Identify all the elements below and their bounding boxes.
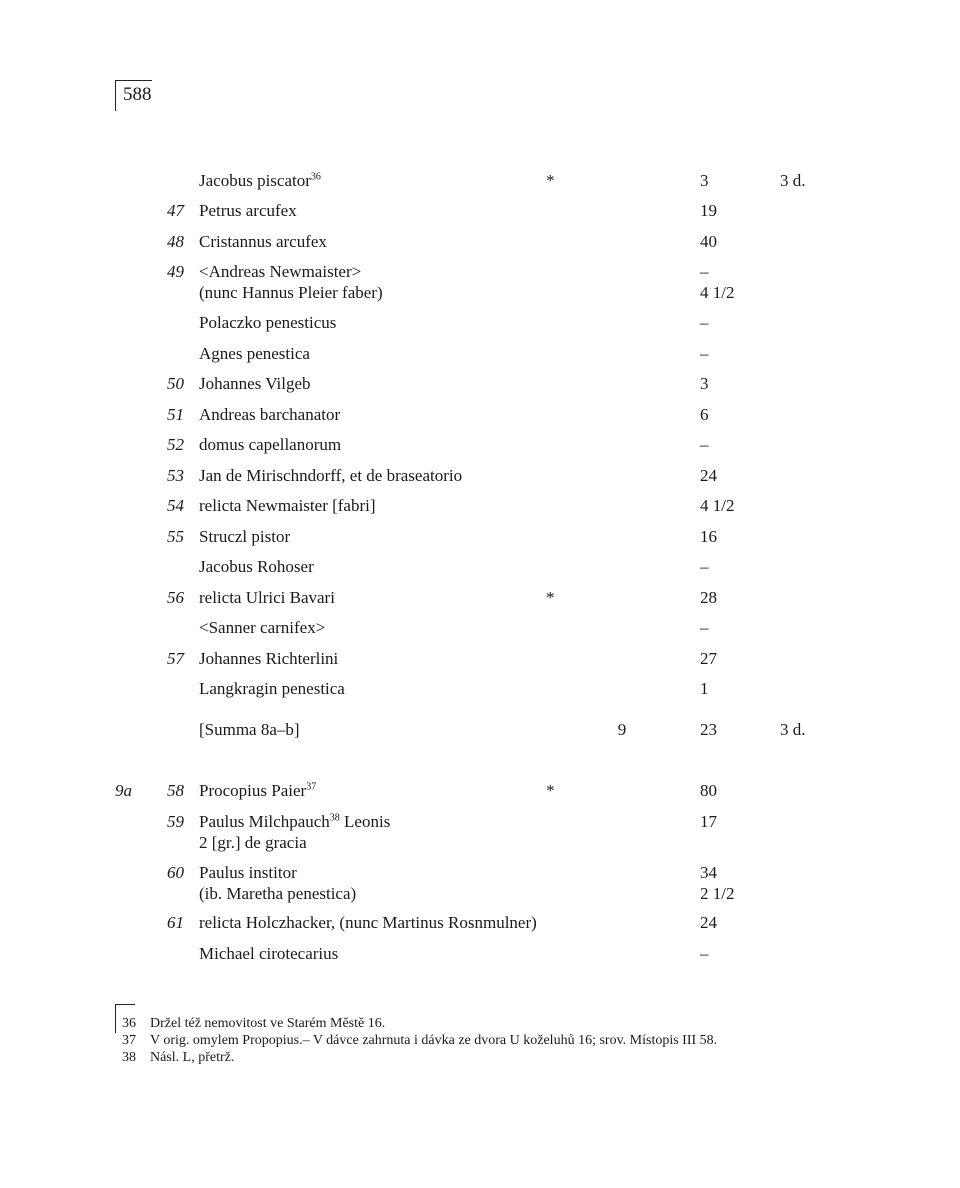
entry-number: 47 (167, 201, 184, 220)
entry-name-text: Jacobus Rohoser (199, 557, 314, 576)
entry-name (199, 811, 390, 832)
entry-number: 60 (167, 863, 184, 882)
entry-name-text: relicta Newmaister [fabri] (199, 496, 376, 515)
entry-name-text: Andreas barchanator (199, 405, 341, 424)
entry-name-text: Jan de Mirischndorff, et de braseatorio (199, 466, 463, 485)
entry-number: 52 (167, 435, 184, 454)
denarii-value: 3 d. (780, 720, 806, 739)
footnote-text: Držel též nemovitost ve Starém Městě 16. (150, 1016, 386, 1031)
entry-name-second-line: 2 [gr.] de gracia (199, 833, 307, 852)
entry-name (199, 780, 316, 801)
footnote-ref: 38 (329, 812, 340, 824)
entry-name (199, 862, 297, 883)
grossi-value: 3 (700, 374, 709, 393)
footnote-text: Násl. L, přetrž. (150, 1050, 235, 1065)
grossi-value: 34 (700, 863, 717, 882)
grossi-value: 24 (700, 466, 717, 485)
entry-name-text: Johannes Vilgeb (199, 374, 311, 393)
grossi-value: – (700, 557, 709, 576)
folio-mark: 9a (115, 781, 132, 800)
entry-name (199, 495, 376, 516)
grossi-value: 6 (700, 405, 709, 424)
grossi-value: 24 (700, 913, 717, 932)
entry-name (199, 556, 314, 577)
grossi-value: 16 (700, 527, 717, 546)
entry-number: 54 (167, 496, 184, 515)
entry-name (199, 200, 297, 221)
entry-name (199, 465, 462, 486)
grossi-value: – (700, 435, 709, 454)
entry-name-second-line: (ib. Maretha penestica) (199, 884, 357, 903)
grossi-value-second-line: 2 1/2 (700, 884, 735, 903)
entry-number: 50 (167, 374, 184, 393)
footnote (0, 1049, 960, 1066)
footnote-ref: 37 (306, 781, 317, 793)
grossi-value: 17 (700, 812, 717, 831)
grossi-value: 27 (700, 649, 717, 668)
grossi-value: 4 1/2 (700, 496, 735, 515)
grossi-value: 1 (700, 679, 709, 698)
footnote-number: 38 (122, 1050, 136, 1065)
footnote-number: 37 (122, 1033, 136, 1048)
asterisk-mark: * (546, 781, 555, 800)
footnote-ref: 36 (310, 171, 321, 183)
page-number-corner (115, 80, 152, 111)
entry-name-text: <Sanner carnifex> (199, 618, 326, 637)
grossi-value-second-line: 4 1/2 (700, 283, 735, 302)
asterisk-mark: * (546, 171, 555, 190)
page-number: 588 (123, 84, 152, 105)
entry-name-text: Struczl pistor (199, 527, 291, 546)
entry-name (199, 261, 361, 282)
entry-name (199, 170, 321, 191)
sexagenae-value: 9 (617, 720, 627, 739)
entry-number: 53 (167, 466, 184, 485)
entry-name (199, 373, 311, 394)
entry-name-second-line: (nunc Hannus Pleier faber) (199, 283, 383, 302)
entry-name-text: <Andreas Newmaister> (199, 262, 362, 281)
asterisk-mark: * (546, 588, 555, 607)
entry-number: 51 (167, 405, 184, 424)
grossi-value: – (700, 313, 709, 332)
entry-number: 61 (167, 913, 184, 932)
grossi-value: – (700, 944, 709, 963)
entry-name-text: Langkragin penestica (199, 679, 345, 698)
entry-number: 55 (167, 527, 184, 546)
grossi-value: – (700, 344, 709, 363)
entry-number: 48 (167, 232, 184, 251)
entry-name (199, 404, 340, 425)
entry-name-text: Polaczko penesticus (199, 313, 337, 332)
entry-name (199, 434, 341, 455)
entry-name (199, 678, 345, 699)
entry-name (199, 943, 338, 964)
entry-number: 59 (167, 812, 184, 831)
entry-number: 49 (167, 262, 184, 281)
footnote-text: V orig. omylem Propopius.– V dávce zahrnuta i dávka ze dvora U koželuhů 16; srov. Místopis III 58. (150, 1033, 718, 1048)
grossi-value: 23 (700, 720, 717, 739)
entry-name (199, 617, 325, 638)
entry-number: 56 (167, 588, 184, 607)
entry-name-text: Petrus arcufex (199, 201, 297, 220)
grossi-value: 3 (700, 171, 709, 190)
entry-name-text: relicta Ulrici Bavari (199, 588, 335, 607)
entry-name (199, 526, 290, 547)
entry-name-text: Procopius Paier (199, 781, 307, 800)
grossi-value: 80 (700, 781, 717, 800)
entry-name (199, 312, 336, 333)
entry-name (199, 343, 310, 364)
entry-name-text: Paulus institor (199, 863, 297, 882)
entry-name-continuation: Leonis (339, 812, 391, 831)
grossi-value: – (700, 262, 709, 281)
entry-name (199, 912, 537, 933)
grossi-value: 28 (700, 588, 717, 607)
denarii-value: 3 d. (780, 171, 806, 190)
entry-number: 58 (167, 781, 184, 800)
grossi-value: – (700, 618, 709, 637)
entry-name-text: relicta Holczhacker, (nunc Martinus Rosnmulner) (199, 913, 537, 932)
entry-name-text: Johannes Richterlini (199, 649, 339, 668)
entry-name-text: Michael cirotecarius (199, 944, 339, 963)
entry-name-text: Agnes penestica (199, 344, 310, 363)
entry-name-text: domus capellanorum (199, 435, 342, 454)
grossi-value: 19 (700, 201, 717, 220)
entry-name-text: Jacobus piscator (199, 171, 311, 190)
footnote-number: 36 (122, 1016, 136, 1031)
entry-name (199, 231, 327, 252)
entry-name (199, 719, 300, 740)
entry-name-text: Paulus Milchpauch (199, 812, 330, 831)
grossi-value: 40 (700, 232, 717, 251)
entry-name (199, 587, 335, 608)
entry-number: 57 (167, 649, 184, 668)
entry-name-text: [Summa 8a–b] (199, 720, 300, 739)
entry-name-text: Cristannus arcufex (199, 232, 327, 251)
entry-name (199, 648, 338, 669)
footnote (0, 1015, 960, 1032)
footnote (0, 1032, 960, 1049)
footnotes (0, 1015, 960, 1066)
